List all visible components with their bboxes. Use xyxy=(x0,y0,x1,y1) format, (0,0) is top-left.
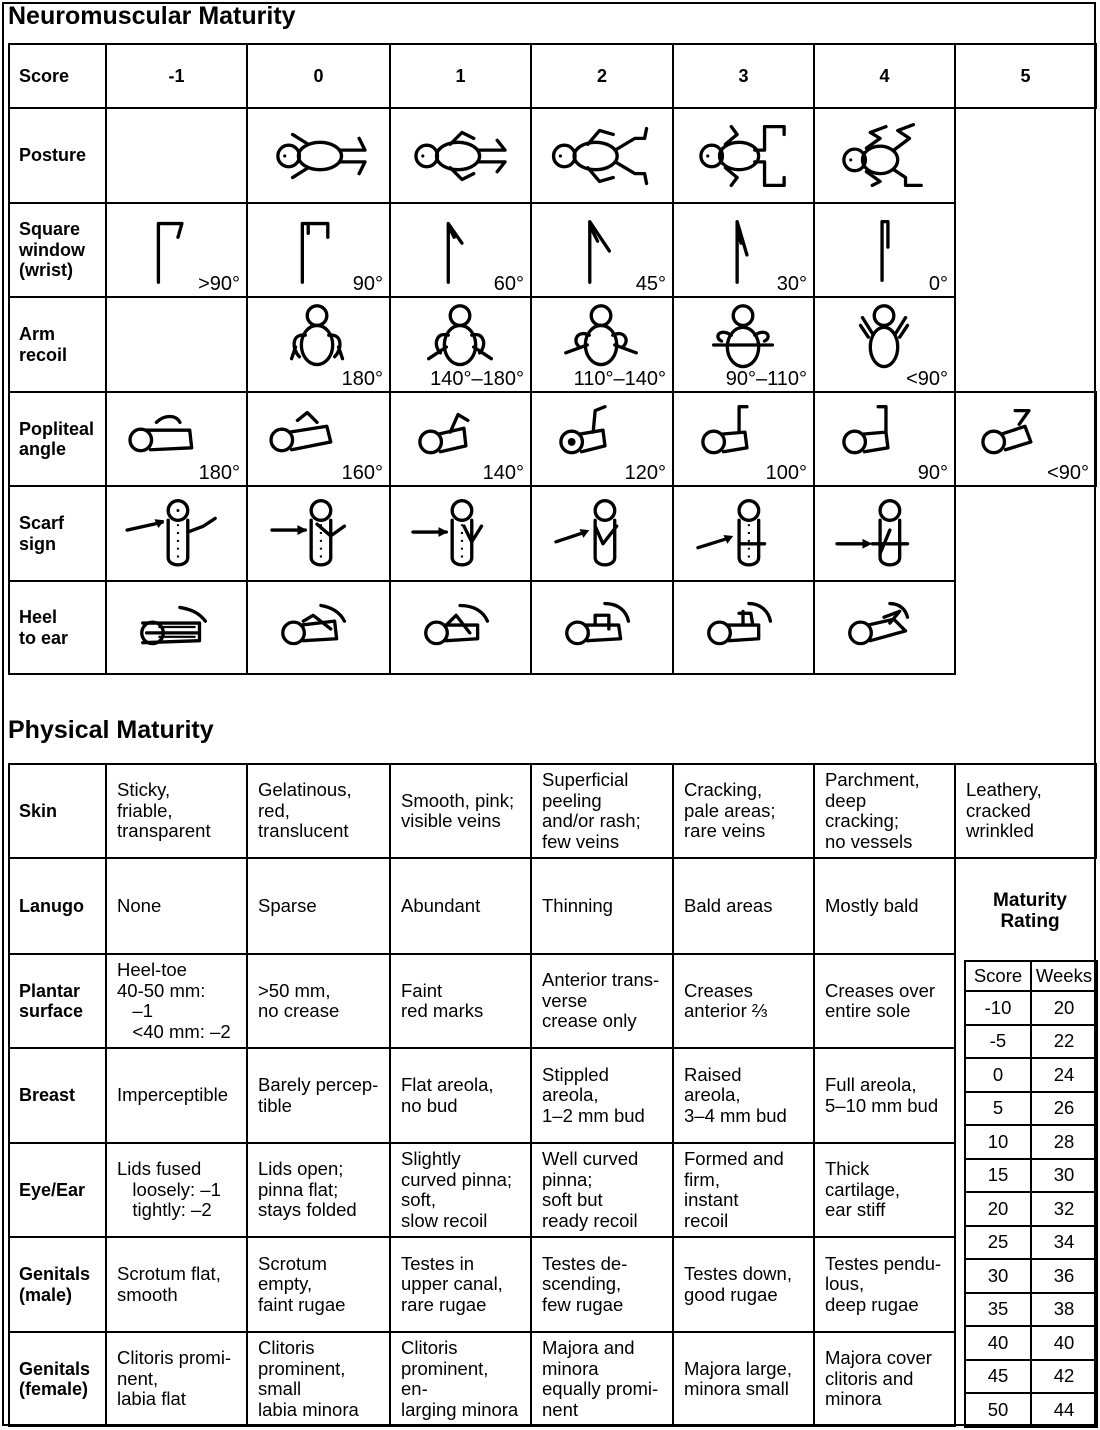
eye-ear-row xyxy=(9,1143,1096,1237)
score-cell: -5 xyxy=(965,1025,1031,1059)
cell: Smooth, pink; visible veins xyxy=(390,764,531,858)
popliteal-figure-2 xyxy=(531,392,673,486)
table-row xyxy=(965,1326,1097,1360)
popliteal-figure-5 xyxy=(955,392,1096,486)
cell: Anterior trans- verse crease only xyxy=(531,954,673,1048)
cell: Cracking, pale areas; rare veins xyxy=(673,764,814,858)
angle-label: 45° xyxy=(635,272,666,295)
cell: Superficial peeling and/or rash; few veins xyxy=(531,764,673,858)
cell: None xyxy=(106,858,247,954)
row-label: Lanugo xyxy=(9,858,106,954)
cell: Scrotum flat, smooth xyxy=(106,1237,247,1332)
posture-figure-2 xyxy=(531,108,673,203)
table-row xyxy=(965,1025,1097,1059)
cell: Well curved pinna; soft but ready recoil xyxy=(531,1143,673,1237)
empty-cell xyxy=(106,108,247,203)
neuromuscular-table xyxy=(8,43,1097,675)
angle-label: 140° xyxy=(482,461,524,484)
table-row xyxy=(965,1125,1097,1159)
score-header-row xyxy=(9,44,1096,108)
cell: Majora cover clitoris and minora xyxy=(814,1332,955,1426)
scarf-sign-figure-3 xyxy=(673,486,814,581)
arm-recoil-figure-4 xyxy=(814,297,955,392)
weeks-cell: 20 xyxy=(1031,991,1097,1025)
heel-to-ear-figure-4 xyxy=(814,581,955,674)
row-label: Square window (wrist) xyxy=(9,203,106,297)
empty-cell xyxy=(955,486,1096,581)
cell: Testes down, good rugae xyxy=(673,1237,814,1332)
score-col-header: 3 xyxy=(673,44,814,108)
weeks-cell: 40 xyxy=(1031,1326,1097,1360)
table-row xyxy=(965,1226,1097,1260)
angle-label: 120° xyxy=(624,461,666,484)
arm-recoil-figure-1 xyxy=(390,297,531,392)
genitals-female-row xyxy=(9,1332,1096,1426)
cell: Barely percep- tible xyxy=(247,1048,390,1143)
scarf-sign-row xyxy=(9,486,1096,581)
cell: Heel-toe 40-50 mm: –1 <40 mm: –2 xyxy=(106,954,247,1048)
row-label: Popliteal angle xyxy=(9,392,106,486)
column-header: Weeks xyxy=(1031,961,1097,991)
score-cell: 25 xyxy=(965,1226,1031,1260)
popliteal-row xyxy=(9,392,1096,486)
weeks-cell: 22 xyxy=(1031,1025,1097,1059)
score-cell: 10 xyxy=(965,1125,1031,1159)
cell: Thinning xyxy=(531,858,673,954)
weeks-cell: 30 xyxy=(1031,1159,1097,1193)
score-cell: 35 xyxy=(965,1293,1031,1327)
angle-label: 90°–110° xyxy=(725,367,807,390)
table-row xyxy=(965,991,1097,1025)
maturity-rating-header-row xyxy=(965,961,1097,991)
row-label: Breast xyxy=(9,1048,106,1143)
cell: Creases over entire sole xyxy=(814,954,955,1048)
posture-figure-4 xyxy=(814,108,955,203)
cell: Thick cartilage, ear stiff xyxy=(814,1143,955,1237)
cell: Stippled areola, 1–2 mm bud xyxy=(531,1048,673,1143)
cell: Faint red marks xyxy=(390,954,531,1048)
cell: Lids fused loosely: –1 tightly: –2 xyxy=(106,1143,247,1237)
posture-figure-0 xyxy=(247,108,390,203)
cell: Testes de- scending, few rugae xyxy=(531,1237,673,1332)
score-cell: 5 xyxy=(965,1092,1031,1126)
cell: Creases anterior ⅔ xyxy=(673,954,814,1048)
arm-recoil-figure-3 xyxy=(673,297,814,392)
weeks-cell: 36 xyxy=(1031,1259,1097,1293)
posture-row xyxy=(9,108,1096,203)
maturity-rating-title: Maturity Rating xyxy=(993,890,1067,932)
score-cell: 20 xyxy=(965,1192,1031,1226)
popliteal-figure-0 xyxy=(247,392,390,486)
cell: Leathery, cracked wrinkled xyxy=(955,764,1096,858)
score-cell: 50 xyxy=(965,1393,1031,1427)
scarf-sign-figure-1 xyxy=(390,486,531,581)
angle-label: 90° xyxy=(352,272,383,295)
row-label: Scarf sign xyxy=(9,486,106,581)
weeks-cell: 26 xyxy=(1031,1092,1097,1126)
heel-to-ear-figure-0 xyxy=(247,581,390,674)
popliteal-figure-neg1 xyxy=(106,392,247,486)
scarf-sign-figure-4 xyxy=(814,486,955,581)
row-label: Posture xyxy=(9,108,106,203)
heel-to-ear-figure-2 xyxy=(531,581,673,674)
row-label: Plantar surface xyxy=(9,954,106,1048)
square-window-row xyxy=(9,203,1096,297)
heel-to-ear-figure-3 xyxy=(673,581,814,674)
angle-label: 60° xyxy=(493,272,524,295)
neuromuscular-title: Neuromuscular Maturity xyxy=(8,2,296,30)
lanugo-row xyxy=(9,858,1096,954)
cell: Sticky, friable, transparent xyxy=(106,764,247,858)
empty-cell xyxy=(106,297,247,392)
cell: Imperceptible xyxy=(106,1048,247,1143)
cell: Slightly curved pinna; soft, slow recoil xyxy=(390,1143,531,1237)
arm-recoil-figure-0 xyxy=(247,297,390,392)
score-cell: 15 xyxy=(965,1159,1031,1193)
skin-row xyxy=(9,764,1096,858)
table-row xyxy=(965,1092,1097,1126)
cell: Flat areola, no bud xyxy=(390,1048,531,1143)
row-label: Arm recoil xyxy=(9,297,106,392)
table-row xyxy=(965,1293,1097,1327)
empty-cell xyxy=(955,297,1096,392)
cell: Testes in upper canal, rare rugae xyxy=(390,1237,531,1332)
cell: Sparse xyxy=(247,858,390,954)
angle-label: 140°–180° xyxy=(430,367,524,390)
maturity-rating-table xyxy=(964,960,1098,1428)
table-row xyxy=(965,1360,1097,1394)
weeks-cell: 42 xyxy=(1031,1360,1097,1394)
cell: Majora and minora equally promi- nent xyxy=(531,1332,673,1426)
scarf-sign-figure-neg1 xyxy=(106,486,247,581)
cell: Clitoris promi- nent, labia flat xyxy=(106,1332,247,1426)
angle-label: 100° xyxy=(765,461,807,484)
score-col-header: 0 xyxy=(247,44,390,108)
row-label: Heel to ear xyxy=(9,581,106,674)
table-row xyxy=(965,1259,1097,1293)
square-window-figure-2 xyxy=(531,203,673,297)
angle-label: 110°–140° xyxy=(573,367,666,390)
row-label: Skin xyxy=(9,764,106,858)
heel-to-ear-row xyxy=(9,581,1096,674)
score-col-header: 5 xyxy=(955,44,1096,108)
angle-label: 180° xyxy=(198,461,240,484)
score-label: Score xyxy=(9,44,106,108)
plantar-surface-row xyxy=(9,954,1096,1048)
angle-label: 0° xyxy=(928,272,948,295)
cell: Clitoris prominent, en- larging minora xyxy=(390,1332,531,1426)
popliteal-figure-4 xyxy=(814,392,955,486)
row-label: Genitals (male) xyxy=(9,1237,106,1332)
table-row xyxy=(965,1058,1097,1092)
cell: Clitoris prominent, small labia minora xyxy=(247,1332,390,1426)
score-cell: 40 xyxy=(965,1326,1031,1360)
cell: Raised areola, 3–4 mm bud xyxy=(673,1048,814,1143)
table-row xyxy=(965,1192,1097,1226)
weeks-cell: 34 xyxy=(1031,1226,1097,1260)
popliteal-figure-3 xyxy=(673,392,814,486)
square-window-figure-4 xyxy=(814,203,955,297)
heel-to-ear-figure-1 xyxy=(390,581,531,674)
cell: Parchment, deep cracking; no vessels xyxy=(814,764,955,858)
score-cell: 30 xyxy=(965,1259,1031,1293)
heel-to-ear-figure-neg1 xyxy=(106,581,247,674)
weeks-cell: 44 xyxy=(1031,1393,1097,1427)
row-label: Genitals (female) xyxy=(9,1332,106,1426)
table-row xyxy=(965,1159,1097,1193)
score-cell: 45 xyxy=(965,1360,1031,1394)
cell: Majora large, minora small xyxy=(673,1332,814,1426)
posture-figure-1 xyxy=(390,108,531,203)
cell: Bald areas xyxy=(673,858,814,954)
score-cell: 0 xyxy=(965,1058,1031,1092)
cell: Full areola, 5–10 mm bud xyxy=(814,1048,955,1143)
cell: Testes pendu- lous, deep rugae xyxy=(814,1237,955,1332)
weeks-cell: 28 xyxy=(1031,1125,1097,1159)
table-row xyxy=(965,1393,1097,1427)
popliteal-figure-1 xyxy=(390,392,531,486)
score-cell: -10 xyxy=(965,991,1031,1025)
square-window-figure-0 xyxy=(247,203,390,297)
cell: >50 mm, no crease xyxy=(247,954,390,1048)
genitals-male-row xyxy=(9,1237,1096,1332)
score-col-header: 4 xyxy=(814,44,955,108)
square-window-figure-3 xyxy=(673,203,814,297)
angle-label: <90° xyxy=(906,367,948,390)
weeks-cell: 38 xyxy=(1031,1293,1097,1327)
arm-recoil-row xyxy=(9,297,1096,392)
angle-label: >90° xyxy=(198,272,240,295)
scarf-sign-figure-2 xyxy=(531,486,673,581)
angle-label: <90° xyxy=(1047,461,1089,484)
physical-maturity-table xyxy=(8,763,1097,1427)
scarf-sign-figure-0 xyxy=(247,486,390,581)
posture-figure-3 xyxy=(673,108,814,203)
cell: Lids open; pinna flat; stays folded xyxy=(247,1143,390,1237)
score-col-header: -1 xyxy=(106,44,247,108)
cell: Abundant xyxy=(390,858,531,954)
empty-cell xyxy=(955,108,1096,203)
empty-cell xyxy=(955,581,1096,674)
angle-label: 30° xyxy=(776,272,807,295)
square-window-figure-neg1 xyxy=(106,203,247,297)
square-window-figure-1 xyxy=(390,203,531,297)
angle-label: 90° xyxy=(917,461,948,484)
cell: Mostly bald xyxy=(814,858,955,954)
row-label: Eye/Ear xyxy=(9,1143,106,1237)
weeks-cell: 32 xyxy=(1031,1192,1097,1226)
breast-row xyxy=(9,1048,1096,1143)
empty-cell xyxy=(955,203,1096,297)
cell: Gelatinous, red, translucent xyxy=(247,764,390,858)
physical-maturity-title: Physical Maturity xyxy=(8,716,214,744)
angle-label: 180° xyxy=(341,367,383,390)
weeks-cell: 24 xyxy=(1031,1058,1097,1092)
column-header: Score xyxy=(965,961,1031,991)
arm-recoil-figure-2 xyxy=(531,297,673,392)
score-col-header: 1 xyxy=(390,44,531,108)
cell: Scrotum empty, faint rugae xyxy=(247,1237,390,1332)
angle-label: 160° xyxy=(341,461,383,484)
score-col-header: 2 xyxy=(531,44,673,108)
cell: Formed and firm, instant recoil xyxy=(673,1143,814,1237)
